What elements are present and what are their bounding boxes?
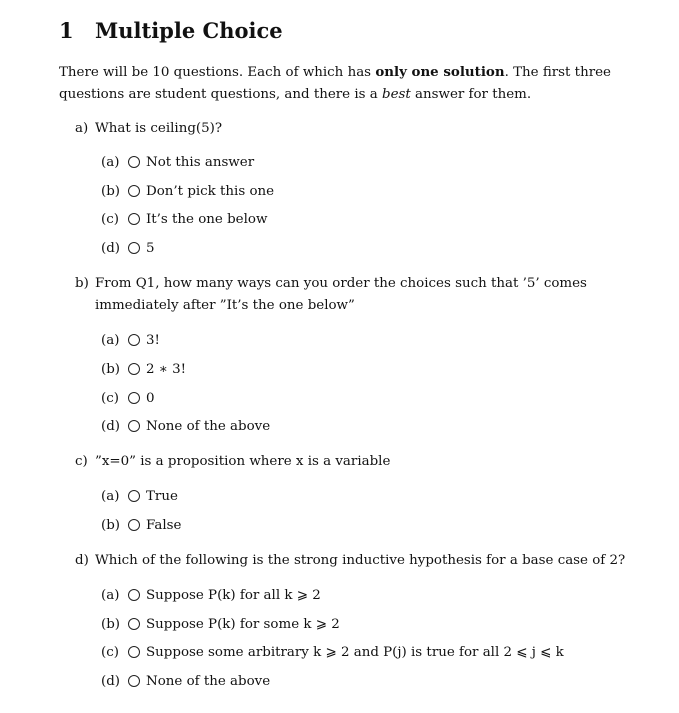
radio-circle-icon[interactable] [128,519,140,531]
question-b-option-b[interactable] [101,359,186,381]
option-text: Suppose P(k) for some k ⩾ 2 [146,617,340,632]
question-c [75,451,653,473]
question-b [75,273,653,317]
option-text: Suppose P(k) for all k ⩾ 2 [146,588,321,603]
radio-circle-icon[interactable] [128,589,140,601]
option-text: Don’t pick this one [146,184,275,199]
option-label: (c) [101,391,119,406]
intro-text-1: There will be 10 questions. Each of which has [59,65,376,80]
option-label: (d) [101,674,121,689]
question-d [75,550,653,572]
question-label: a) [75,121,89,136]
question-b-option-a[interactable] [101,330,160,352]
intro-text-2: . The first three questions are student questions, and there is a [59,65,611,102]
question-b-option-c[interactable] [101,388,155,410]
radio-circle-icon[interactable] [128,156,140,168]
question-label: d) [75,553,89,568]
option-text: Not this answer [146,155,255,170]
option-label: (b) [101,362,121,377]
option-text: 2 ∗ 3! [146,362,187,377]
question-text: ”x=0” is a proposition where x is a variable [95,454,391,469]
radio-circle-icon[interactable] [128,185,140,197]
option-text: None of the above [146,419,271,434]
option-label: (d) [101,419,121,434]
option-text: It’s the one below [146,212,268,227]
option-label: (b) [101,518,121,533]
radio-circle-icon[interactable] [128,490,140,502]
option-text: 0 [146,391,155,406]
section-number: 1 [59,18,74,43]
question-text: What is ceiling(5)? [95,121,223,136]
option-label: (c) [101,212,119,227]
radio-circle-icon[interactable] [128,618,140,630]
option-label: (a) [101,333,120,348]
option-text: 5 [146,241,155,256]
option-text: None of the above [146,674,271,689]
intro-bold-text: only one solution [375,64,505,80]
question-d-option-a[interactable] [101,585,321,607]
section-title-text: Multiple Choice [95,18,283,43]
question-a [75,118,653,140]
radio-circle-icon[interactable] [128,675,140,687]
question-a-option-a[interactable] [101,152,254,174]
option-label: (c) [101,645,119,660]
radio-circle-icon[interactable] [128,646,140,658]
radio-circle-icon[interactable] [128,363,140,375]
question-d-option-b[interactable] [101,614,340,636]
option-label: (a) [101,155,120,170]
intro-paragraph [59,61,649,106]
question-text: From Q1, how many ways can you order the choices such that ’5’ comes immediately after ”It’s the one below” [95,276,587,313]
question-a-option-c[interactable] [101,209,267,231]
option-text: 3! [146,333,160,348]
option-text: Suppose some arbitrary k ⩾ 2 and P(j) is true for all 2 ⩽ j ⩽ k [146,645,564,660]
question-a-option-b[interactable] [101,181,274,203]
option-label: (d) [101,241,121,256]
radio-circle-icon[interactable] [128,334,140,346]
section-heading [59,18,283,43]
question-label: b) [75,276,89,291]
question-c-option-a[interactable] [101,486,178,508]
option-label: (a) [101,489,120,504]
question-b-option-d[interactable] [101,416,270,438]
radio-circle-icon[interactable] [128,213,140,225]
radio-circle-icon[interactable] [128,242,140,254]
question-c-option-b[interactable] [101,515,181,537]
radio-circle-icon[interactable] [128,392,140,404]
option-label: (b) [101,184,121,199]
radio-circle-icon[interactable] [128,420,140,432]
option-label: (b) [101,617,121,632]
intro-text-3: answer for them. [410,87,532,102]
question-d-option-c[interactable] [101,642,564,664]
question-a-option-d[interactable] [101,238,155,260]
question-text: Which of the following is the strong inductive hypothesis for a base case of 2? [95,553,626,568]
option-text: False [146,518,182,533]
option-text: True [146,489,178,504]
intro-italic-text: best [382,87,411,102]
question-label: c) [75,454,88,469]
question-d-option-d[interactable] [101,671,270,693]
option-label: (a) [101,588,120,603]
